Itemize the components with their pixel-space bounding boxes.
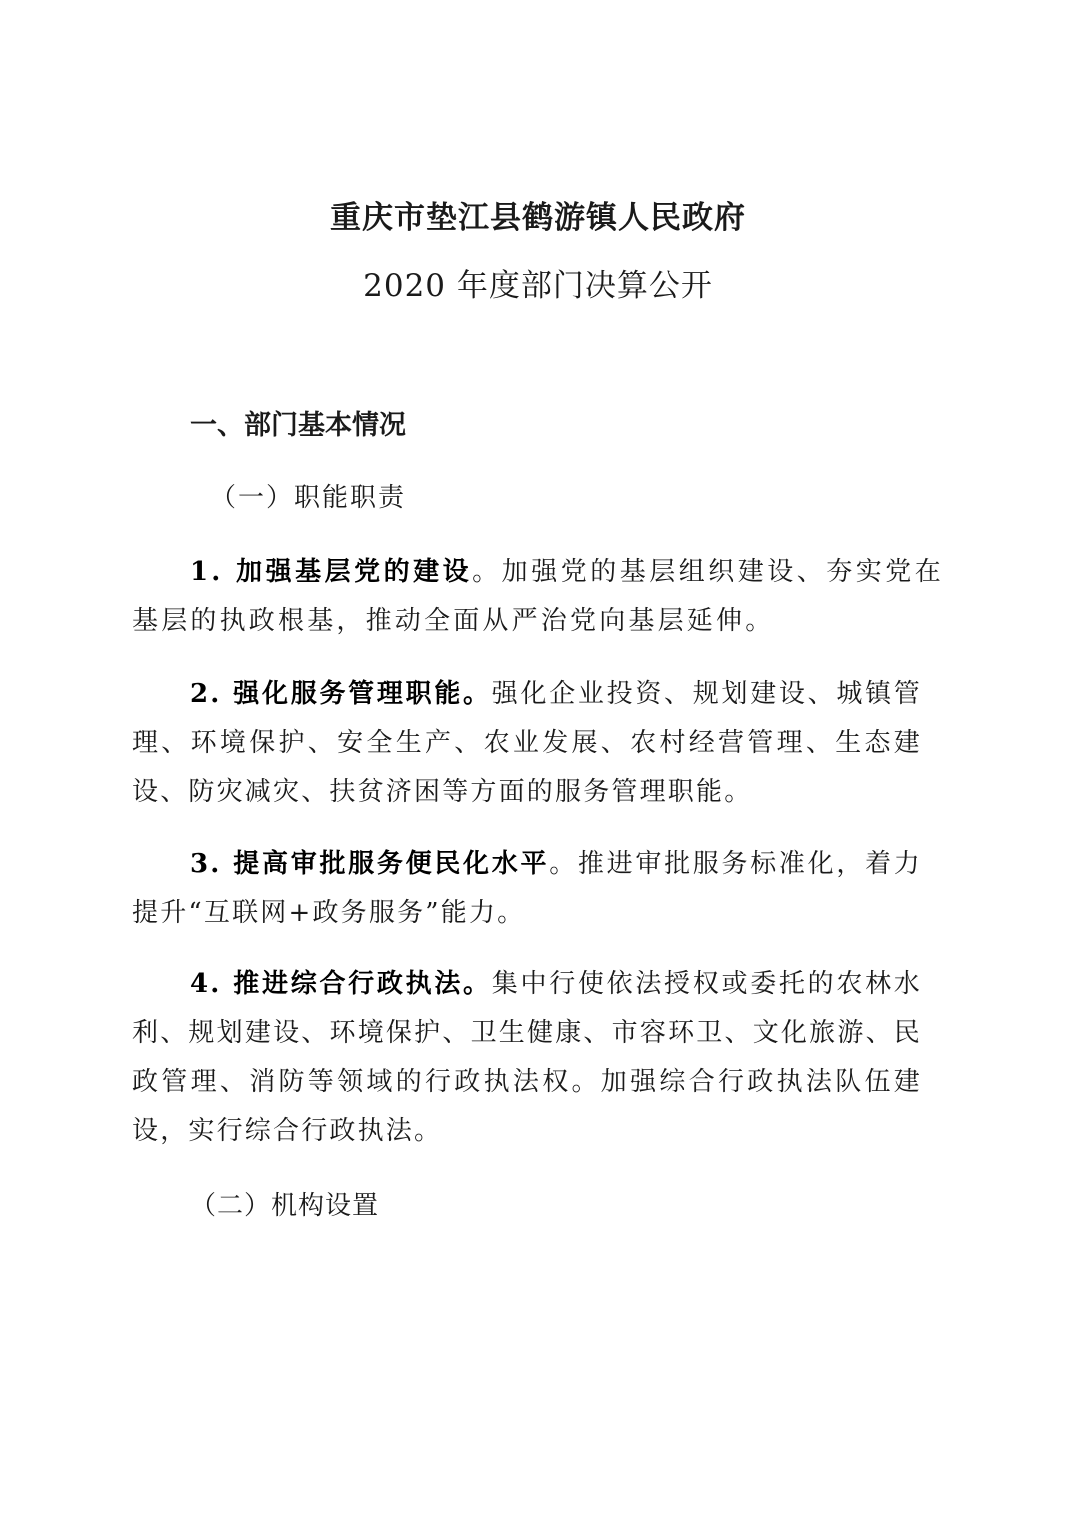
duty-item-2-body: 强化企业投资、规划建设、城镇管理、环境保护、安全生产、农业发展、农村经营管理、生态建设、防灾减灾、扶贫济困等方面的服务管理职能。: [132, 679, 922, 807]
duty-item-1-body: 。加强党的基层组织建设、夯实党在基层的执政根基，推动全面从严治党向基层延伸。: [132, 557, 944, 636]
duty-item-3-body: 。推进审批服务标准化，着力提升“互联网+政务服务”能力。: [132, 849, 922, 928]
document-subtitle: 2020 年度部门决算公开: [363, 268, 713, 304]
duty-item-1-lead: 1. 加强基层党的建设: [190, 557, 473, 587]
duty-item-4: [132, 960, 922, 1156]
subsection-heading-duties: （一）职能职责: [210, 483, 407, 513]
duty-item-4-lead: 4. 推进综合行政执法。: [190, 969, 492, 999]
duty-item-4-body: 集中行使依法授权或委托的农林水利、规划建设、环境保护、卫生健康、市容环卫、文化旅游、民政管理、消防等领域的行政执法权。加强综合行政执法队伍建设，实行综合行政执法。: [132, 969, 922, 1146]
duty-item-2-lead: 2. 强化服务管理职能。: [190, 679, 492, 709]
duty-item-1: [132, 548, 944, 646]
duty-item-3-lead: 3. 提高审批服务便民化水平: [190, 849, 550, 879]
section-heading-basic-info: 一、部门基本情况: [190, 410, 406, 441]
document-title: 重庆市垫江县鹤游镇人民政府: [330, 200, 746, 236]
duty-item-3: [132, 840, 922, 938]
duty-item-2: [132, 670, 922, 817]
subsection-heading-organization: （二）机构设置: [190, 1191, 380, 1221]
